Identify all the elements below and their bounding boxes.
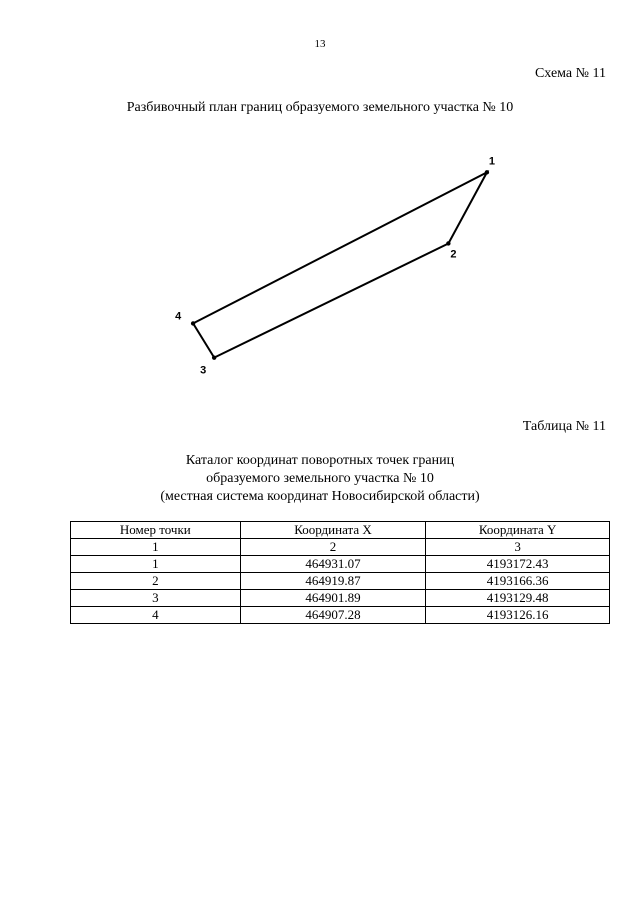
- coordinate-y-cell: 4193129.48: [426, 590, 610, 607]
- header-coordinate-x: Координата X: [240, 522, 426, 539]
- boundary-point-4: [191, 321, 195, 325]
- coordinate-x-cell: 464907.28: [240, 607, 426, 624]
- point-label-4: 4: [175, 310, 182, 323]
- column-number: 2: [240, 539, 426, 556]
- catalog-title-line-1: Каталог координат поворотных точек границ: [185, 453, 455, 468]
- table-label: Таблица № 11: [522, 419, 606, 434]
- point-label-1: 1: [488, 155, 496, 168]
- boundary-point-1: [485, 170, 489, 174]
- plan-title: Разбивочный план границ образуемого земельного участка № 10: [126, 100, 514, 115]
- parcel-boundary: [193, 172, 487, 357]
- point-number-cell: 1: [71, 556, 241, 573]
- coordinates-table: [70, 521, 610, 624]
- point-number-cell: 3: [71, 590, 241, 607]
- catalog-title: [0, 452, 640, 506]
- coordinate-y-cell: 4193126.16: [426, 607, 610, 624]
- page-number: 13: [314, 38, 326, 50]
- boundary-plan: [160, 140, 520, 390]
- scheme-label: Схема № 11: [534, 66, 606, 81]
- column-number: 3: [426, 539, 610, 556]
- point-number-cell: 2: [71, 573, 241, 590]
- boundary-point-2: [446, 241, 450, 245]
- coordinate-x-cell: 464919.87: [240, 573, 426, 590]
- column-number: 1: [71, 539, 241, 556]
- table-column-numbers-row: [71, 539, 610, 556]
- coordinate-y-cell: 4193172.43: [426, 556, 610, 573]
- coordinate-x-cell: 464931.07: [240, 556, 426, 573]
- table-row: [71, 573, 610, 590]
- coordinate-x-cell: 464901.89: [240, 590, 426, 607]
- catalog-title-line-3: (местная система координат Новосибирской области): [160, 489, 480, 504]
- table-header-row: [71, 522, 610, 539]
- table-row: [71, 590, 610, 607]
- header-coordinate-y: Координата Y: [426, 522, 610, 539]
- catalog-title-line-2: образуемого земельного участка № 10: [206, 471, 434, 486]
- table-row: [71, 556, 610, 573]
- point-label-2: 2: [450, 248, 457, 261]
- header-point-number: Номер точки: [71, 522, 241, 539]
- boundary-point-3: [212, 355, 216, 359]
- coordinate-y-cell: 4193166.36: [426, 573, 610, 590]
- point-label-3: 3: [200, 364, 207, 377]
- table-row: [71, 607, 610, 624]
- point-number-cell: 4: [71, 607, 241, 624]
